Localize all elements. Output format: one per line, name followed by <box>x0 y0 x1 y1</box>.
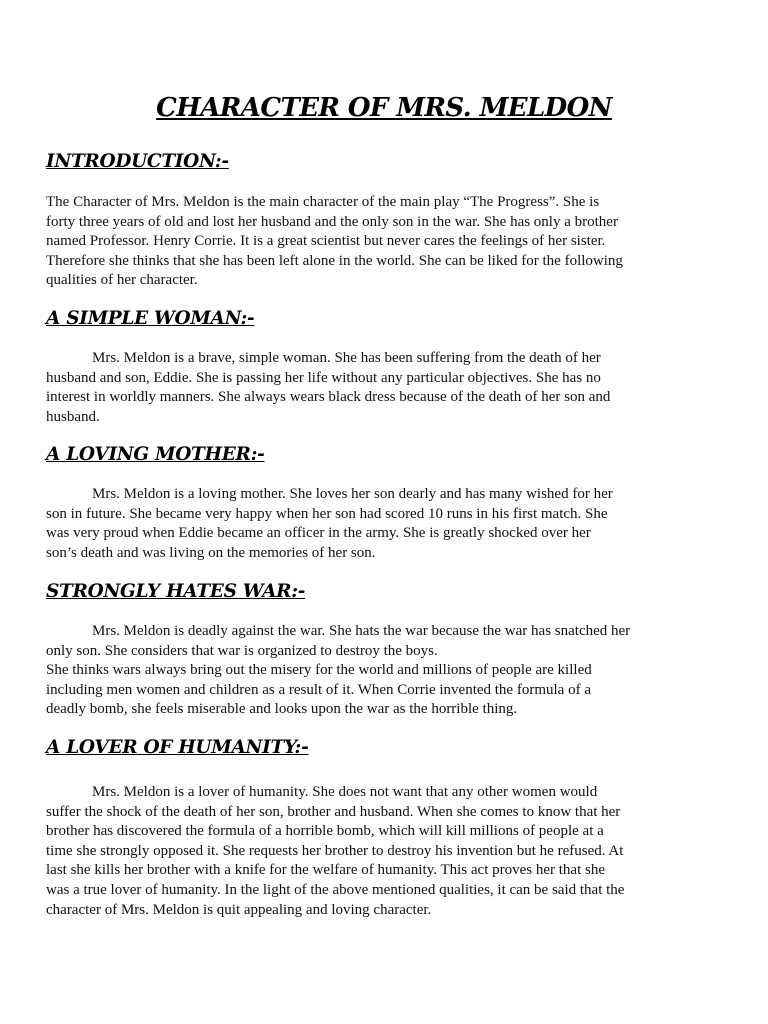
paragraph-line: husband. <box>46 408 100 425</box>
section-body-hates-war <box>46 622 706 720</box>
paragraph-line: son’s death and was living on the memories of her son. <box>46 544 376 561</box>
section-body-loving-mother <box>46 485 706 563</box>
paragraph-line: brother has discovered the formula of a horrible bomb, which will kill millions of people at a <box>46 823 604 840</box>
paragraph-line: Mrs. Meldon is a loving mother. She loves her son dearly and has many wished for her <box>92 486 613 502</box>
section-body-lover-of-humanity <box>46 783 706 920</box>
section-body-introduction <box>46 193 706 291</box>
section-heading-lover-of-humanity: A LOVER OF HUMANITY:- <box>46 737 309 758</box>
section-heading-simple-woman: A SIMPLE WOMAN:- <box>46 308 255 329</box>
paragraph-line: time she strongly opposed it. She requests her brother to destroy his invention but he refused. At <box>46 842 624 859</box>
paragraph-line: son in future. She became very happy when her son had scored 10 runs in his first match. She <box>46 505 608 522</box>
paragraph-line: forty three years of old and lost her husband and the only son in the war. She has only a brother <box>46 213 618 230</box>
paragraph-line: qualities of her character. <box>46 272 198 289</box>
document-title: CHARACTER OF MRS. MELDON <box>156 93 612 123</box>
paragraph-line: named Professor. Henry Corrie. It is a great scientist but never cares the feelings of her sister. <box>46 233 606 250</box>
paragraph-line: last she kills her brother with a knife for the welfare of humanity. This act proves her that she <box>46 862 605 879</box>
paragraph-line: deadly bomb, she feels miserable and looks upon the war as the horrible thing. <box>46 701 518 718</box>
paragraph-line: Mrs. Meldon is a brave, simple woman. She has been suffering from the death of her <box>92 350 601 366</box>
section-body-simple-woman <box>46 349 706 427</box>
section-heading-introduction: INTRODUCTION:- <box>46 151 229 172</box>
paragraph-line: only son. She considers that war is organized to destroy the boys. <box>46 642 438 659</box>
paragraph-line: The Character of Mrs. Meldon is the main character of the main play “The Progress”. She is <box>46 194 600 210</box>
paragraph-line: was very proud when Eddie became an officer in the army. She is greatly shocked over her <box>46 525 591 542</box>
section-heading-loving-mother: A LOVING MOTHER:- <box>46 444 265 465</box>
paragraph-line: She thinks wars always bring out the misery for the world and millions of people are killed <box>46 662 592 679</box>
paragraph-line: including men women and children as a result of it. When Corrie invented the formula of a <box>46 681 591 698</box>
paragraph-line: was a true lover of humanity. In the light of the above mentioned qualities, it can be said that the <box>46 881 625 898</box>
paragraph-line: Mrs. Meldon is deadly against the war. She hats the war because the war has snatched her <box>92 623 631 639</box>
paragraph-line: interest in worldly manners. She always wears black dress because of the death of her son and <box>46 389 611 406</box>
paragraph-line: Therefore she thinks that she has been left alone in the world. She can be liked for the following <box>46 252 623 269</box>
paragraph-line: suffer the shock of the death of her son, brother and husband. When she comes to know that her <box>46 803 621 820</box>
paragraph-line: Mrs. Meldon is a lover of humanity. She does not want that any other women would <box>92 784 598 800</box>
paragraph-line: husband and son, Eddie. She is passing her life without any particular objectives. She has no <box>46 369 601 386</box>
section-heading-hates-war: STRONGLY HATES WAR:- <box>46 581 306 602</box>
paragraph-line: character of Mrs. Meldon is quit appealing and loving character. <box>46 901 432 918</box>
